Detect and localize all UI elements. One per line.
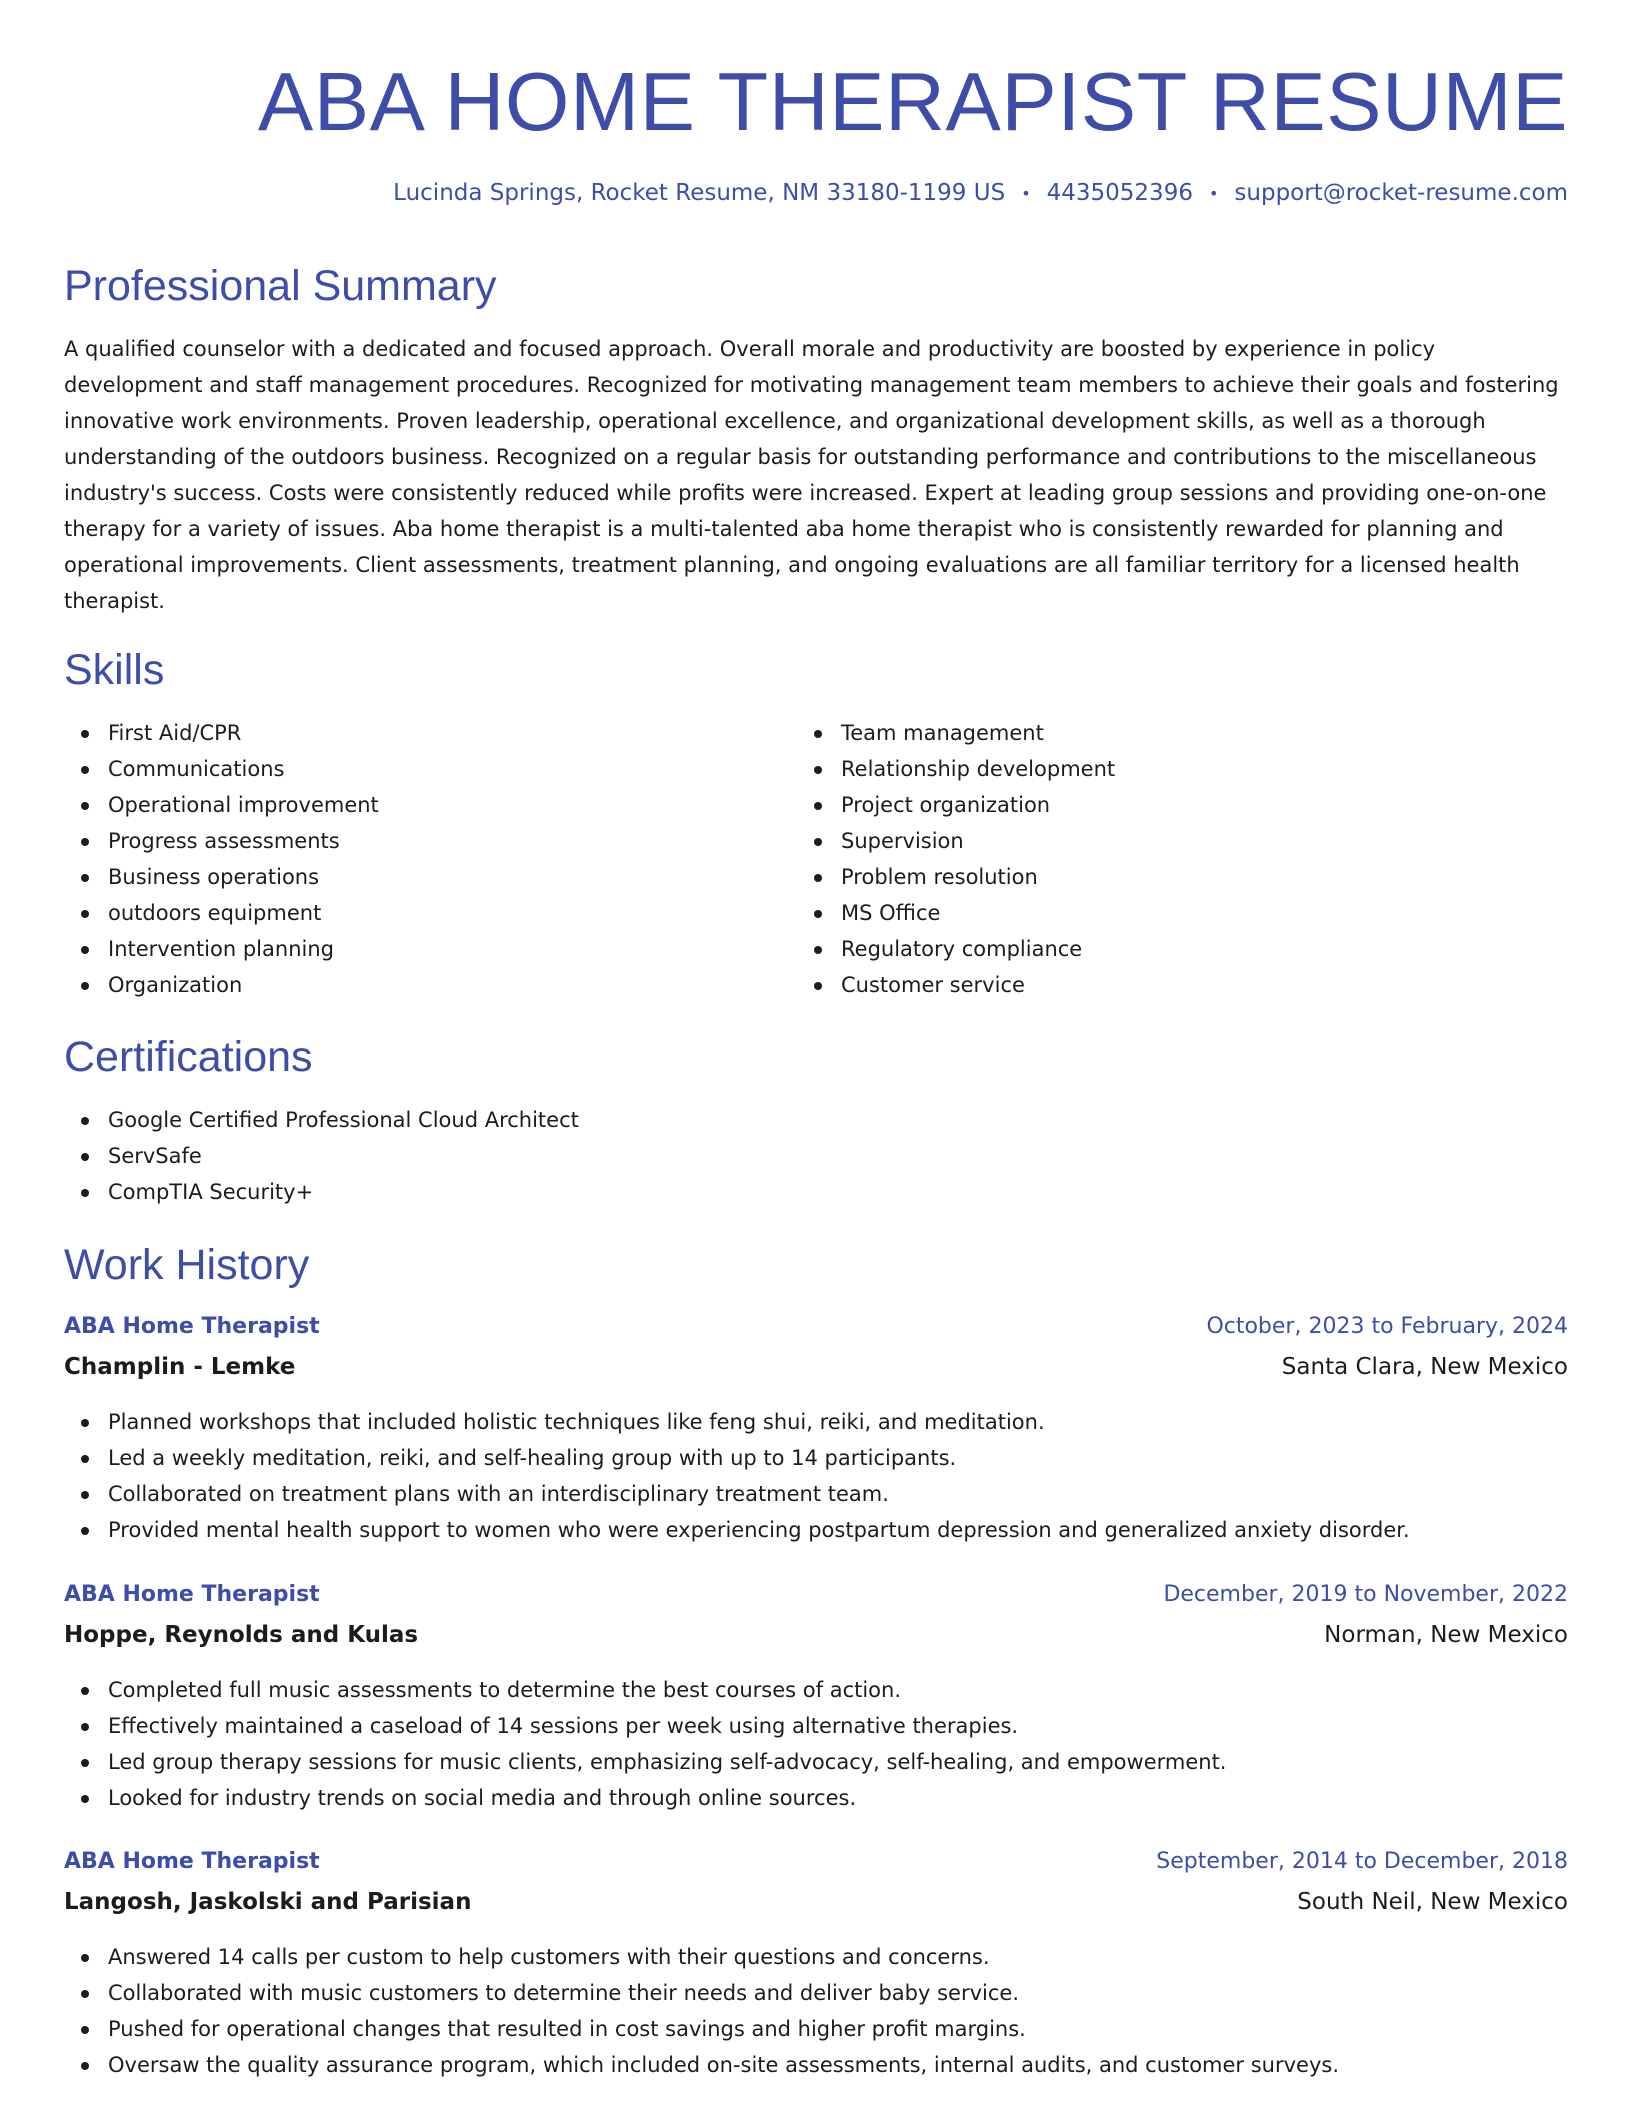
skill-item: Team management — [797, 715, 1115, 751]
job-duty-item: Collaborated with music customers to determine their needs and deliver baby service. — [64, 1975, 1568, 2011]
job-duty-item: Planned workshops that included holistic techniques like feng shui, reiki, and meditation. — [64, 1404, 1568, 1440]
job-company: Langosh, Jaskolski and Parisian — [64, 1889, 472, 1915]
summary-text: A qualified counselor with a dedicated and focused approach. Overall morale and productivity are boosted by experience in policy development and staff management procedures. Recognized for motivating management team members to achieve their goals and fostering innovative work environments. Proven leadership, operational excellence, and organizational development skills, as well as a thorough understanding of the outdoors business. Recognized on a regular basis for outstanding performance and contributions to the miscellaneous industry's success. Costs were consistently reduced while profits were increased. Expert at leading group sessions and providing one-on-one therapy for a variety of issues. Aba home therapist is a multi-talented aba home therapist who is consistently rewarded for planning and operational improvements. Client assessments, treatment planning, and ongoing evaluations are all familiar territory for a licensed health therapist. — [64, 337, 1559, 613]
skills-heading: Skills — [64, 646, 165, 694]
job-duty-item: Pushed for operational changes that resulted in cost savings and higher profit margins. — [64, 2011, 1568, 2047]
job-entry-header — [64, 1577, 1568, 1657]
skill-item: outdoors equipment — [64, 895, 379, 931]
skill-item: Project organization — [797, 787, 1115, 823]
certification-item: Google Certified Professional Cloud Architect — [64, 1102, 579, 1138]
skill-item: Business operations — [64, 859, 379, 895]
job-title: ABA Home Therapist — [64, 1849, 320, 1874]
job-location: Norman, New Mexico — [1324, 1622, 1568, 1648]
job-location: South Neil, New Mexico — [1297, 1889, 1568, 1915]
job-duty-item: Effectively maintained a caseload of 14 sessions per week using alternative therapies. — [64, 1708, 1568, 1744]
job-duties-list — [64, 1939, 1568, 2083]
job-company: Hoppe, Reynolds and Kulas — [64, 1622, 419, 1648]
job-entry-header — [64, 1844, 1568, 1924]
resume-title: ABA HOME THERAPIST RESUME — [257, 55, 1568, 148]
job-location: Santa Clara, New Mexico — [1281, 1354, 1568, 1380]
skill-item: Relationship development — [797, 751, 1115, 787]
job-dates: December, 2019 to November, 2022 — [1163, 1582, 1568, 1607]
skill-item: Operational improvement — [64, 787, 379, 823]
skill-item: Intervention planning — [64, 931, 379, 967]
skill-item: Progress assessments — [64, 823, 379, 859]
skill-item: Customer service — [797, 967, 1115, 1003]
skill-item: Communications — [64, 751, 379, 787]
skill-item: Regulatory compliance — [797, 931, 1115, 967]
work-history-heading: Work History — [64, 1241, 310, 1289]
skill-item: First Aid/CPR — [64, 715, 379, 751]
job-duty-item: Collaborated on treatment plans with an interdisciplinary treatment team. — [64, 1476, 1568, 1512]
skills-list-right — [797, 715, 1115, 1003]
job-title: ABA Home Therapist — [64, 1582, 320, 1607]
job-duty-item: Answered 14 calls per custom to help customers with their questions and concerns. — [64, 1939, 1568, 1975]
skill-item: Problem resolution — [797, 859, 1115, 895]
certifications-heading: Certifications — [64, 1033, 313, 1081]
skills-list-left — [64, 715, 379, 1003]
job-dates: October, 2023 to February, 2024 — [1206, 1314, 1568, 1339]
skill-item: Organization — [64, 967, 379, 1003]
job-duty-item: Looked for industry trends on social media and through online sources. — [64, 1780, 1568, 1816]
job-duty-item: Completed full music assessments to determine the best courses of action. — [64, 1672, 1568, 1708]
certification-item: CompTIA Security+ — [64, 1174, 579, 1210]
contact-email[interactable]: support@rocket-resume.com — [1234, 180, 1568, 206]
contact-separator: • — [1021, 183, 1031, 203]
job-title: ABA Home Therapist — [64, 1314, 320, 1339]
skill-item: MS Office — [797, 895, 1115, 931]
contact-address: Lucinda Springs, Rocket Resume, NM 33180-1199 US — [393, 180, 1006, 206]
job-duty-item: Oversaw the quality assurance program, which included on-site assessments, internal audits, and customer surveys. — [64, 2047, 1568, 2083]
job-entry-header — [64, 1309, 1568, 1389]
summary-heading: Professional Summary — [64, 262, 497, 310]
contact-phone: 4435052396 — [1046, 180, 1193, 206]
job-duty-item: Provided mental health support to women who were experiencing postpartum depression and generalized anxiety disorder. — [64, 1512, 1568, 1548]
certification-item: ServSafe — [64, 1138, 579, 1174]
job-duties-list — [64, 1404, 1568, 1548]
job-duty-item: Led group therapy sessions for music clients, emphasizing self-advocacy, self-healing, and empowerment. — [64, 1744, 1568, 1780]
job-company: Champlin - Lemke — [64, 1354, 296, 1380]
certifications-list — [64, 1102, 579, 1210]
skill-item: Supervision — [797, 823, 1115, 859]
job-duties-list — [64, 1672, 1568, 1816]
job-duty-item: Led a weekly meditation, reiki, and self-healing group with up to 14 participants. — [64, 1440, 1568, 1476]
contact-line — [393, 180, 1568, 206]
job-dates: September, 2014 to December, 2018 — [1156, 1849, 1568, 1874]
contact-separator: • — [1208, 183, 1219, 203]
